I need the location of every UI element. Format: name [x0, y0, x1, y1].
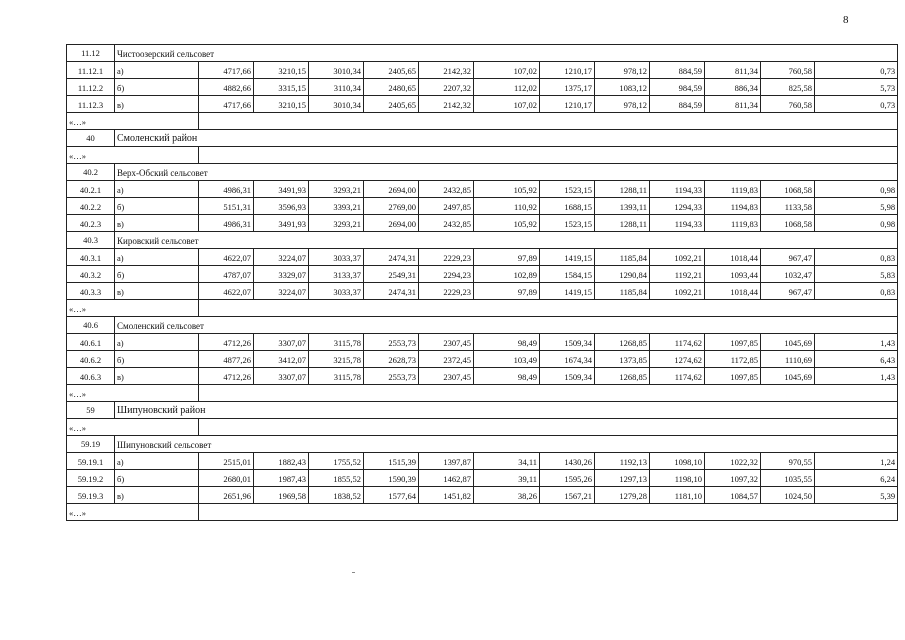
- value-cell: 1068,58: [761, 181, 815, 198]
- value-cell: 3010,34: [309, 62, 364, 79]
- value-cell: 1290,84: [595, 266, 650, 283]
- value-cell: 2553,73: [364, 334, 419, 351]
- value-cell: 1430,26: [540, 453, 595, 470]
- value-cell: 1097,85: [705, 368, 761, 385]
- value-cell: 811,34: [705, 62, 761, 79]
- value-cell: 1397,87: [419, 453, 474, 470]
- omission-row: [67, 419, 898, 436]
- value-cell: 978,12: [595, 96, 650, 113]
- value-cell: 2480,65: [364, 79, 419, 96]
- table-row: [67, 470, 898, 487]
- omission-marker: «…»: [67, 419, 199, 436]
- omission-row: [67, 113, 898, 130]
- value-cell: 3329,07: [254, 266, 309, 283]
- value-cell: 1462,87: [419, 470, 474, 487]
- value-cell: 102,89: [474, 266, 540, 283]
- value-cell: 2628,73: [364, 351, 419, 368]
- value-cell: 1288,11: [595, 181, 650, 198]
- value-cell: 2432,85: [419, 181, 474, 198]
- omission-row: [67, 300, 898, 317]
- value-cell: 2294,23: [419, 266, 474, 283]
- table-row: [67, 198, 898, 215]
- value-cell: 2549,31: [364, 266, 419, 283]
- value-cell: 1068,58: [761, 215, 815, 232]
- council-code: 11.12: [67, 45, 115, 62]
- value-cell: 1022,32: [705, 453, 761, 470]
- value-cell: 1855,52: [309, 470, 364, 487]
- value-cell: 4787,07: [199, 266, 254, 283]
- value-cell: 1288,11: [595, 215, 650, 232]
- value-cell: 1045,69: [761, 334, 815, 351]
- value-cell: 1577,64: [364, 487, 419, 504]
- value-cell: 1268,85: [595, 368, 650, 385]
- value-cell: 1035,55: [761, 470, 815, 487]
- district-title: Шипуновский район: [115, 402, 898, 419]
- value-cell: 3033,37: [309, 283, 364, 300]
- table-row: [67, 453, 898, 470]
- district-row: [67, 402, 898, 419]
- value-cell: 6,24: [815, 470, 898, 487]
- value-cell: 2769,00: [364, 198, 419, 215]
- value-cell: 970,55: [761, 453, 815, 470]
- row-label: б): [115, 351, 199, 368]
- table-row: [67, 368, 898, 385]
- tariff-table: [66, 44, 898, 521]
- row-code: 40.3.1: [67, 249, 115, 266]
- value-cell: 2694,00: [364, 215, 419, 232]
- value-cell: 107,02: [474, 62, 540, 79]
- value-cell: 1515,39: [364, 453, 419, 470]
- table-row: [67, 79, 898, 96]
- value-cell: 2142,32: [419, 62, 474, 79]
- table-row: [67, 249, 898, 266]
- value-cell: 967,47: [761, 249, 815, 266]
- value-cell: 1181,10: [650, 487, 705, 504]
- row-code: 59.19.1: [67, 453, 115, 470]
- value-cell: 0,98: [815, 215, 898, 232]
- value-cell: 3393,21: [309, 198, 364, 215]
- value-cell: 3210,15: [254, 62, 309, 79]
- value-cell: 4717,66: [199, 62, 254, 79]
- omission-marker: «…»: [67, 147, 199, 164]
- value-cell: 760,58: [761, 62, 815, 79]
- value-cell: 3596,93: [254, 198, 309, 215]
- table-body: [67, 45, 898, 521]
- row-code: 40.2.2: [67, 198, 115, 215]
- value-cell: 1268,85: [595, 334, 650, 351]
- value-cell: 4622,07: [199, 283, 254, 300]
- value-cell: 1024,50: [761, 487, 815, 504]
- district-code: 59: [67, 402, 115, 419]
- value-cell: 3491,93: [254, 215, 309, 232]
- row-label: а): [115, 453, 199, 470]
- value-cell: 0,83: [815, 283, 898, 300]
- empty-cell: [199, 385, 898, 402]
- value-cell: 4712,26: [199, 368, 254, 385]
- value-cell: 2680,01: [199, 470, 254, 487]
- value-cell: 1083,12: [595, 79, 650, 96]
- council-title: Шипуновский сельсовет: [115, 436, 898, 453]
- row-code: 40.3.2: [67, 266, 115, 283]
- value-cell: 1192,21: [650, 266, 705, 283]
- value-cell: 1567,21: [540, 487, 595, 504]
- value-cell: 5,98: [815, 198, 898, 215]
- empty-cell: [199, 419, 898, 436]
- row-code: 59.19.3: [67, 487, 115, 504]
- district-code: 40: [67, 130, 115, 147]
- council-header-row: [67, 164, 898, 181]
- value-cell: 97,89: [474, 249, 540, 266]
- value-cell: 2405,65: [364, 62, 419, 79]
- value-cell: 1274,62: [650, 351, 705, 368]
- council-code: 40.6: [67, 317, 115, 334]
- value-cell: 2515,01: [199, 453, 254, 470]
- omission-marker: «…»: [67, 113, 199, 130]
- value-cell: 2497,85: [419, 198, 474, 215]
- council-code: 40.3: [67, 232, 115, 249]
- value-cell: 97,89: [474, 283, 540, 300]
- value-cell: 1097,85: [705, 334, 761, 351]
- value-cell: 3315,15: [254, 79, 309, 96]
- omission-marker: «…»: [67, 300, 199, 317]
- value-cell: 105,92: [474, 181, 540, 198]
- row-label: в): [115, 368, 199, 385]
- council-header-row: [67, 232, 898, 249]
- value-cell: 1451,82: [419, 487, 474, 504]
- value-cell: 4986,31: [199, 181, 254, 198]
- value-cell: 760,58: [761, 96, 815, 113]
- value-cell: 2553,73: [364, 368, 419, 385]
- value-cell: 884,59: [650, 62, 705, 79]
- row-code: 40.2.1: [67, 181, 115, 198]
- value-cell: 3307,07: [254, 368, 309, 385]
- value-cell: 3307,07: [254, 334, 309, 351]
- value-cell: 5,73: [815, 79, 898, 96]
- value-cell: 3010,34: [309, 96, 364, 113]
- value-cell: 2405,65: [364, 96, 419, 113]
- value-cell: 2694,00: [364, 181, 419, 198]
- council-title: Верх-Обский сельсовет: [115, 164, 898, 181]
- value-cell: 1032,47: [761, 266, 815, 283]
- value-cell: 0,73: [815, 62, 898, 79]
- row-code: 40.2.3: [67, 215, 115, 232]
- council-header-row: [67, 317, 898, 334]
- value-cell: 98,49: [474, 334, 540, 351]
- table-row: [67, 283, 898, 300]
- value-cell: 825,58: [761, 79, 815, 96]
- council-title: Чистоозерский сельсовет: [115, 45, 898, 62]
- value-cell: 1097,32: [705, 470, 761, 487]
- table-row: [67, 215, 898, 232]
- value-cell: 3115,78: [309, 368, 364, 385]
- omission-marker: «…»: [67, 504, 199, 521]
- value-cell: 1584,15: [540, 266, 595, 283]
- value-cell: 2651,96: [199, 487, 254, 504]
- value-cell: 34,11: [474, 453, 540, 470]
- row-code: 40.6.1: [67, 334, 115, 351]
- value-cell: 1838,52: [309, 487, 364, 504]
- value-cell: 3293,21: [309, 215, 364, 232]
- value-cell: 811,34: [705, 96, 761, 113]
- value-cell: 1882,43: [254, 453, 309, 470]
- value-cell: 1210,17: [540, 96, 595, 113]
- value-cell: 4882,66: [199, 79, 254, 96]
- value-cell: 4986,31: [199, 215, 254, 232]
- value-cell: 1523,15: [540, 181, 595, 198]
- row-code: 40.6.2: [67, 351, 115, 368]
- value-cell: 2372,45: [419, 351, 474, 368]
- table-row: [67, 62, 898, 79]
- value-cell: 6,43: [815, 351, 898, 368]
- value-cell: 1119,83: [705, 181, 761, 198]
- value-cell: 1373,85: [595, 351, 650, 368]
- value-cell: 39,11: [474, 470, 540, 487]
- value-cell: 3110,34: [309, 79, 364, 96]
- value-cell: 2474,31: [364, 249, 419, 266]
- value-cell: 5,39: [815, 487, 898, 504]
- value-cell: 103,49: [474, 351, 540, 368]
- empty-cell: [199, 504, 898, 521]
- row-label: в): [115, 283, 199, 300]
- row-code: 11.12.2: [67, 79, 115, 96]
- value-cell: 98,49: [474, 368, 540, 385]
- value-cell: 1595,26: [540, 470, 595, 487]
- value-cell: 1194,83: [705, 198, 761, 215]
- value-cell: 0,73: [815, 96, 898, 113]
- value-cell: 1045,69: [761, 368, 815, 385]
- value-cell: 3224,07: [254, 283, 309, 300]
- value-cell: 1018,44: [705, 283, 761, 300]
- table-row: [67, 334, 898, 351]
- value-cell: 3491,93: [254, 181, 309, 198]
- value-cell: 1092,21: [650, 249, 705, 266]
- row-label: а): [115, 249, 199, 266]
- row-label: б): [115, 266, 199, 283]
- row-label: б): [115, 470, 199, 487]
- value-cell: 1393,11: [595, 198, 650, 215]
- value-cell: 1755,52: [309, 453, 364, 470]
- value-cell: 0,98: [815, 181, 898, 198]
- value-cell: 886,34: [705, 79, 761, 96]
- table-row: [67, 487, 898, 504]
- value-cell: 1419,15: [540, 249, 595, 266]
- value-cell: 1509,34: [540, 334, 595, 351]
- value-cell: 1674,34: [540, 351, 595, 368]
- value-cell: 5,83: [815, 266, 898, 283]
- value-cell: 1018,44: [705, 249, 761, 266]
- row-label: в): [115, 96, 199, 113]
- value-cell: 1969,58: [254, 487, 309, 504]
- value-cell: 1210,17: [540, 62, 595, 79]
- scan-mark: [352, 572, 355, 573]
- row-code: 11.12.1: [67, 62, 115, 79]
- value-cell: 1194,33: [650, 181, 705, 198]
- value-cell: 1987,43: [254, 470, 309, 487]
- value-cell: 1174,62: [650, 334, 705, 351]
- value-cell: 2432,85: [419, 215, 474, 232]
- value-cell: 4877,26: [199, 351, 254, 368]
- value-cell: 4622,07: [199, 249, 254, 266]
- council-code: 59.19: [67, 436, 115, 453]
- value-cell: 0,83: [815, 249, 898, 266]
- row-code: 40.6.3: [67, 368, 115, 385]
- value-cell: 2474,31: [364, 283, 419, 300]
- value-cell: 978,12: [595, 62, 650, 79]
- row-label: в): [115, 215, 199, 232]
- row-label: а): [115, 334, 199, 351]
- value-cell: 3115,78: [309, 334, 364, 351]
- value-cell: 1172,85: [705, 351, 761, 368]
- value-cell: 38,26: [474, 487, 540, 504]
- table-row: [67, 96, 898, 113]
- council-header-row: [67, 45, 898, 62]
- council-title: Кировский сельсовет: [115, 232, 898, 249]
- value-cell: 1509,34: [540, 368, 595, 385]
- value-cell: 3224,07: [254, 249, 309, 266]
- value-cell: 2307,45: [419, 334, 474, 351]
- omission-row: [67, 385, 898, 402]
- value-cell: 105,92: [474, 215, 540, 232]
- value-cell: 1,24: [815, 453, 898, 470]
- row-label: в): [115, 487, 199, 504]
- council-header-row: [67, 436, 898, 453]
- value-cell: 884,59: [650, 96, 705, 113]
- value-cell: 107,02: [474, 96, 540, 113]
- value-cell: 1590,39: [364, 470, 419, 487]
- value-cell: 1174,62: [650, 368, 705, 385]
- value-cell: 984,59: [650, 79, 705, 96]
- value-cell: 3133,37: [309, 266, 364, 283]
- value-cell: 110,92: [474, 198, 540, 215]
- value-cell: 1375,17: [540, 79, 595, 96]
- value-cell: 1194,33: [650, 215, 705, 232]
- empty-cell: [199, 147, 898, 164]
- row-label: б): [115, 79, 199, 96]
- value-cell: 1133,58: [761, 198, 815, 215]
- page-number: 8: [843, 14, 849, 26]
- table-row: [67, 181, 898, 198]
- omission-row: [67, 504, 898, 521]
- value-cell: 3033,37: [309, 249, 364, 266]
- row-label: а): [115, 62, 199, 79]
- value-cell: 1,43: [815, 334, 898, 351]
- value-cell: 3412,07: [254, 351, 309, 368]
- value-cell: 2142,32: [419, 96, 474, 113]
- value-cell: 2307,45: [419, 368, 474, 385]
- row-code: 40.3.3: [67, 283, 115, 300]
- value-cell: 1110,69: [761, 351, 815, 368]
- row-label: б): [115, 198, 199, 215]
- value-cell: 4717,66: [199, 96, 254, 113]
- empty-cell: [199, 300, 898, 317]
- value-cell: 967,47: [761, 283, 815, 300]
- value-cell: 3215,78: [309, 351, 364, 368]
- empty-cell: [199, 113, 898, 130]
- value-cell: 3293,21: [309, 181, 364, 198]
- value-cell: 1279,28: [595, 487, 650, 504]
- value-cell: 1084,57: [705, 487, 761, 504]
- omission-marker: «…»: [67, 385, 199, 402]
- value-cell: 2207,32: [419, 79, 474, 96]
- value-cell: 1119,83: [705, 215, 761, 232]
- omission-row: [67, 147, 898, 164]
- table-row: [67, 266, 898, 283]
- council-code: 40.2: [67, 164, 115, 181]
- value-cell: 1185,84: [595, 283, 650, 300]
- value-cell: 1,43: [815, 368, 898, 385]
- value-cell: 1092,21: [650, 283, 705, 300]
- value-cell: 3210,15: [254, 96, 309, 113]
- value-cell: 1185,84: [595, 249, 650, 266]
- value-cell: 4712,26: [199, 334, 254, 351]
- value-cell: 2229,23: [419, 249, 474, 266]
- value-cell: 1198,10: [650, 470, 705, 487]
- value-cell: 1294,33: [650, 198, 705, 215]
- value-cell: 1098,10: [650, 453, 705, 470]
- value-cell: 5151,31: [199, 198, 254, 215]
- value-cell: 1688,15: [540, 198, 595, 215]
- row-code: 11.12.3: [67, 96, 115, 113]
- value-cell: 1523,15: [540, 215, 595, 232]
- value-cell: 1093,44: [705, 266, 761, 283]
- district-title: Смоленский район: [115, 130, 898, 147]
- value-cell: 1297,13: [595, 470, 650, 487]
- value-cell: 1419,15: [540, 283, 595, 300]
- value-cell: 112,02: [474, 79, 540, 96]
- row-label: а): [115, 181, 199, 198]
- row-code: 59.19.2: [67, 470, 115, 487]
- council-title: Смоленский сельсовет: [115, 317, 898, 334]
- table-row: [67, 351, 898, 368]
- value-cell: 2229,23: [419, 283, 474, 300]
- district-row: [67, 130, 898, 147]
- value-cell: 1192,13: [595, 453, 650, 470]
